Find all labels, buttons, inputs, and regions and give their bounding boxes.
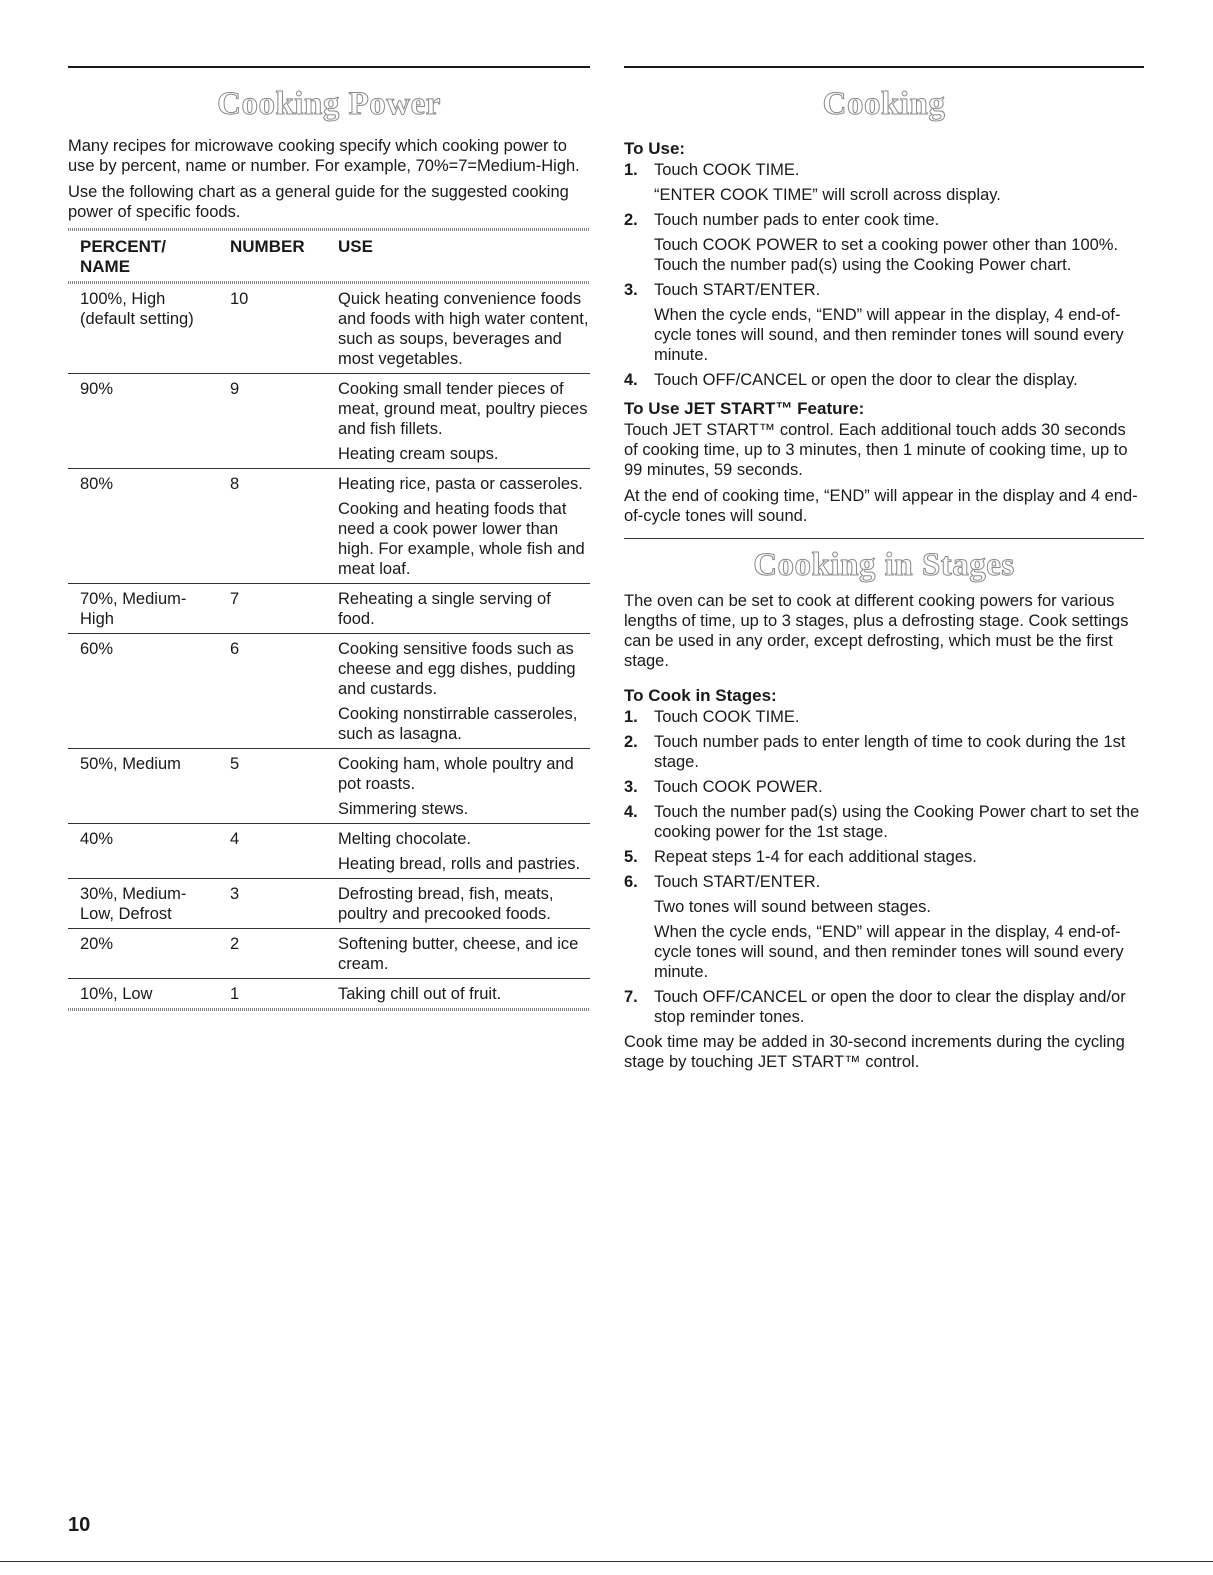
step-number: 5.	[624, 848, 638, 866]
row-percent-name: 100%, High (default setting)	[68, 284, 218, 374]
row-use	[326, 284, 590, 374]
use-text: Reheating a single serving of food.	[338, 590, 551, 628]
cooking-power-table	[68, 231, 590, 1008]
step-text: Touch START/ENTER.	[654, 873, 821, 891]
row-percent-name: 40%	[68, 824, 218, 879]
jet-start-paragraph: Touch JET START™ control. Each additional touch adds 30 seconds of cooking time, up to 3 minutes, then 1 minute of cooking time, up to 99 minutes, 59 seconds.	[624, 421, 1128, 479]
stages-footer-paragraph: Cook time may be added in 30-second increments during the cycling stage by touching JET START™ control.	[624, 1033, 1125, 1071]
step-note: When the cycle ends, “END” will appear in the display, 4 end-of-cycle tones will sound, and then reminder tones will sound every minute.	[654, 306, 1124, 364]
use-text: Heating bread, rolls and pastries.	[338, 855, 581, 873]
step-number: 3.	[624, 778, 638, 796]
step-item	[624, 802, 1144, 842]
step-number: 7.	[624, 988, 638, 1006]
use-text: Taking chill out of fruit.	[338, 985, 502, 1003]
step-text: Touch the number pad(s) using the Cooking Power chart to set the cooking power for the 1st stage.	[654, 803, 1140, 841]
row-use	[326, 929, 590, 979]
row-percent-name: 50%, Medium	[68, 749, 218, 824]
row-number: 4	[218, 824, 326, 879]
table-row	[68, 879, 590, 929]
step-text: Touch number pads to enter cook time.	[654, 211, 940, 229]
stages-steps-list	[624, 707, 1144, 1027]
row-number: 9	[218, 374, 326, 469]
row-number: 7	[218, 584, 326, 634]
step-number: 2.	[624, 733, 638, 751]
jet-start-end-paragraph: At the end of cooking time, “END” will appear in the display and 4 end-of-cycle tones will sound.	[624, 487, 1138, 525]
table-top-rule	[68, 228, 590, 231]
step-item	[624, 210, 1144, 230]
step-number: 4.	[624, 803, 638, 821]
step-note: Two tones will sound between stages.	[654, 898, 931, 916]
table-header-rule	[68, 281, 590, 284]
cooking-steps-list	[624, 160, 1144, 390]
table-bottom-rule	[68, 1008, 590, 1011]
row-use	[326, 979, 590, 1009]
cooking-heading: Cooking	[822, 86, 946, 122]
use-text: Cooking ham, whole poultry and pot roasts.	[338, 755, 574, 793]
step-number: 6.	[624, 873, 638, 891]
cooking-in-stages-heading: Cooking in Stages	[753, 547, 1015, 583]
step-number: 1.	[624, 161, 638, 179]
row-use	[326, 374, 590, 469]
row-percent-name: 20%	[68, 929, 218, 979]
row-use	[326, 879, 590, 929]
step-item	[624, 872, 1144, 892]
row-number: 8	[218, 469, 326, 584]
table-row	[68, 374, 590, 469]
step-item	[624, 847, 1144, 867]
use-text: Cooking and heating foods that need a cook power lower than high. For example, whole fish and meat loaf.	[338, 500, 585, 578]
top-rule	[624, 66, 1144, 68]
intro-paragraph: Many recipes for microwave cooking specify which cooking power to use by percent, name or number. For example, 70%=7=Medium-High.	[68, 137, 580, 175]
row-use	[326, 584, 590, 634]
header-number: NUMBER	[230, 237, 305, 256]
step-text: Touch COOK POWER.	[654, 778, 823, 796]
step-text: Touch START/ENTER.	[654, 281, 821, 299]
table-row	[68, 469, 590, 584]
step-item	[624, 160, 1144, 180]
row-percent-name: 60%	[68, 634, 218, 749]
use-text: Heating rice, pasta or casseroles.	[338, 475, 583, 493]
use-text: Simmering stews.	[338, 800, 469, 818]
to-cook-in-stages-title: To Cook in Stages:	[624, 686, 777, 705]
table-row	[68, 634, 590, 749]
row-percent-name: 80%	[68, 469, 218, 584]
chart-guide-paragraph: Use the following chart as a general guide for the suggested cooking power of specific foods.	[68, 183, 569, 221]
step-text: Repeat steps 1-4 for each additional stages.	[654, 848, 977, 866]
row-percent-name: 70%, Medium-High	[68, 584, 218, 634]
use-text: Defrosting bread, fish, meats, poultry and precooked foods.	[338, 885, 554, 923]
step-text: Touch COOK TIME.	[654, 161, 800, 179]
row-percent-name: 30%, Medium-Low, Defrost	[68, 879, 218, 929]
use-text: Cooking small tender pieces of meat, ground meat, poultry pieces and fish fillets.	[338, 380, 588, 438]
use-text: Heating cream soups.	[338, 445, 499, 463]
table-row	[68, 979, 590, 1009]
use-text: Quick heating convenience foods and foods with high water content, such as soups, beverages and most vegetables.	[338, 290, 589, 368]
step-number: 4.	[624, 371, 638, 389]
cooking-power-column	[68, 66, 590, 1011]
row-use	[326, 469, 590, 584]
page-number: 10	[68, 1514, 91, 1536]
step-item	[624, 732, 1144, 772]
step-number: 1.	[624, 708, 638, 726]
to-use-title: To Use:	[624, 139, 686, 158]
table-header-row	[68, 231, 590, 281]
jet-start-title: To Use JET START™ Feature:	[624, 399, 865, 418]
header-percent-name: PERCENT/ NAME	[80, 237, 166, 276]
step-text: Touch OFF/CANCEL or open the door to clear the display and/or stop reminder tones.	[654, 988, 1126, 1026]
row-number: 6	[218, 634, 326, 749]
table-row	[68, 749, 590, 824]
step-text: Touch OFF/CANCEL or open the door to clear the display.	[654, 371, 1078, 389]
step-note: When the cycle ends, “END” will appear in the display, 4 end-of-cycle tones will sound, and then reminder tones will sound every minute.	[654, 923, 1124, 981]
stages-intro-paragraph: The oven can be set to cook at different cooking powers for various lengths of time, up to 3 stages, plus a defrosting stage. Cook settings can be used in any order, except defrosting, which must be the first stage.	[624, 592, 1129, 670]
step-text: Touch number pads to enter length of time to cook during the 1st stage.	[654, 733, 1126, 771]
row-use	[326, 749, 590, 824]
cooking-power-heading: Cooking Power	[217, 86, 441, 122]
row-number: 3	[218, 879, 326, 929]
cooking-column	[624, 66, 1144, 1078]
step-item	[624, 370, 1144, 390]
row-number: 10	[218, 284, 326, 374]
row-use	[326, 824, 590, 879]
table-row	[68, 584, 590, 634]
row-percent-name: 10%, Low	[80, 985, 153, 1003]
step-item	[624, 987, 1144, 1027]
section-rule	[624, 538, 1144, 539]
step-item	[624, 707, 1144, 727]
step-note: “ENTER COOK TIME” will scroll across display.	[654, 186, 1001, 204]
use-text: Cooking sensitive foods such as cheese and egg dishes, pudding and custards.	[338, 640, 576, 698]
top-rule	[68, 66, 590, 68]
use-text: Softening butter, cheese, and ice cream.	[338, 935, 579, 973]
table-row	[68, 284, 590, 374]
use-text: Cooking nonstirrable casseroles, such as lasagna.	[338, 705, 578, 743]
step-item	[624, 280, 1144, 300]
row-number: 1	[230, 985, 240, 1003]
table-row	[68, 824, 590, 879]
row-use	[326, 634, 590, 749]
step-number: 3.	[624, 281, 638, 299]
step-number: 2.	[624, 211, 638, 229]
header-use: USE	[338, 237, 373, 256]
bottom-rule	[0, 1561, 1213, 1562]
step-item	[624, 777, 1144, 797]
table-row	[68, 929, 590, 979]
row-percent-name: 90%	[68, 374, 218, 469]
row-number: 5	[218, 749, 326, 824]
use-text: Melting chocolate.	[338, 830, 471, 848]
step-text: Touch COOK TIME.	[654, 708, 800, 726]
step-note: Touch COOK POWER to set a cooking power other than 100%. Touch the number pad(s) using the Cooking Power chart.	[654, 236, 1119, 274]
row-number: 2	[218, 929, 326, 979]
